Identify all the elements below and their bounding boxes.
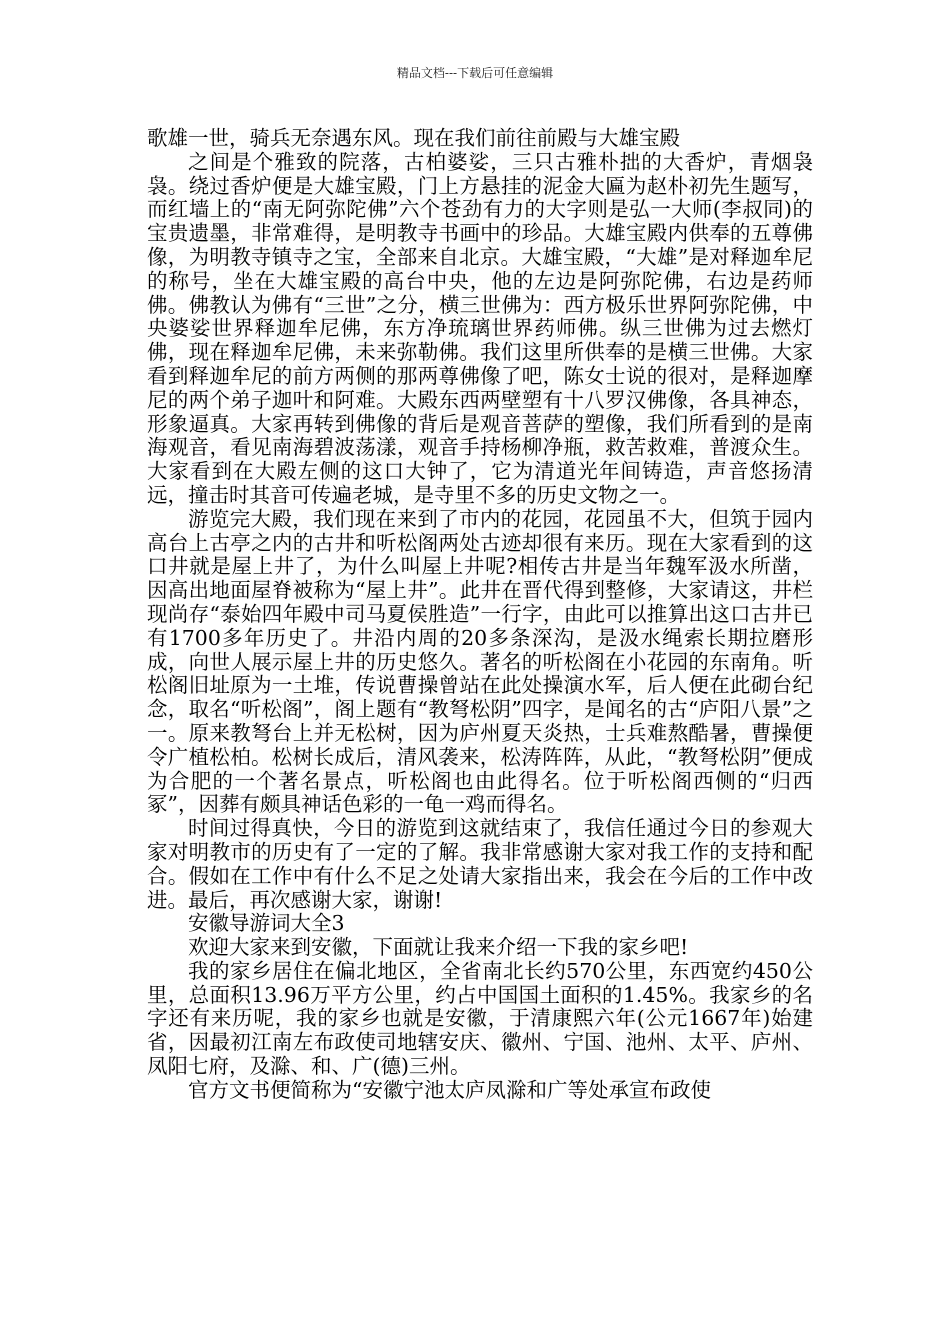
paragraph-3: 游览完大殿，我们现在来到了市内的花园，花园虽不大，但筑于园内高台上古亭之内的古井和听松阁两处古迹却很有来历。现在大家看到的这口井就是屋上井了，为什么叫屋上井呢?相传古井是当年魏军汲水所凿，因高出地面屋脊被称为“屋上井”。此井在晋代得到整修，大家请这，井栏现尚存“泰始四年殿中司马夏侯胜造”一行字，由此可以推算出这口古井已有1700多年历史了。井沿内周的20多条深沟，是汲水绳索长期拉磨形成，向世人展示屋上井的历史悠久。著名的听松阁在小花园的东南角。听松阁旧址原为一土堆，传说曹操曾站在此处操演水军，后人便在此砌台纪念，取名“听松阁”，阁上题有“教弩松阴”四字，是闻名的古“庐阳八景”之一。原来教弩台上并无松树，因为庐州夏天炎热，士兵难熬酷暑，曹操便令广植松柏。松树长成后，清风袭来，松涛阵阵，从此，“教弩松阴”便成为合肥的一个著名景点，听松阁也由此得名。位于听松阁西侧的“归西冢”，因葬有颇具神话色彩的一龟一鸡而得名。 — [147, 506, 813, 817]
section-heading: 安徽导游词大全3 — [188, 911, 345, 936]
paragraph-5: 欢迎大家来到安徽，下面就让我来介绍一下我的家乡吧! — [188, 935, 689, 960]
paragraph-4: 时间过得真快，今日的游览到这就结束了，我信任通过今日的参观大家对明教市的历史有了一定的了解。我非常感谢大家对我工作的支持和配合。假如在工作中有什么不足之处请大家指出来，我会在今后的工作中改进。最后，再次感谢大家，谢谢! — [147, 816, 813, 912]
document-body — [147, 127, 813, 1103]
paragraph-7: 官方文书便简称为“安徽宁池太庐凤滁和广等处承宣布政使 — [188, 1077, 711, 1102]
paragraph-6: 我的家乡居住在偏北地区，全省南北长约570公里，东西宽约450公里，总面积13.96万平方公里，约占中国国土面积的1.45%。我家乡的名字还有来历呢，我的家乡也就是安徽，于清康熙六年(公元1667年)始建省，因最初江南左布政使司地辖安庆、徽州、宁国、池州、太平、庐州、凤阳七府，及滁、和、广(德)三州。 — [147, 958, 813, 1079]
page-header: 精品文档---下载后可任意编辑 — [396, 66, 554, 80]
paragraph-2: 之间是个雅致的院落，古柏婆娑，三只古雅朴拙的大香炉，青烟袅袅。绕过香炉便是大雄宝殿，门上方悬挂的泥金大匾为赵朴初先生题写，而红墙上的“南无阿弥陀佛”六个苍劲有力的大字则是弘一大师(李叔同)的宝贵遗墨，非常难得，是明教寺书画中的珍品。大雄宝殿内供奉的五尊佛像，为明教寺镇寺之宝，全部来自北京。大雄宝殿，“大雄”是对释迦牟尼的称号，坐在大雄宝殿的高台中央，他的左边是阿弥陀佛，右边是药师佛。佛教认为佛有“三世”之分，横三世佛为：西方极乐世界阿弥陀佛，中央婆娑世界释迦牟尼佛，东方净琉璃世界药师佛。纵三世佛为过去燃灯佛，现在释迦牟尼佛，未来弥勒佛。我们这里所供奉的是横三世佛。大家看到释迦牟尼的前方两侧的那两尊佛像了吧，陈女士说的很对，是释迦摩尼的两个弟子迦叶和阿难。大殿东西两壁塑有十八罗汉佛像，各具神态，形象逼真。大家再转到佛像的背后是观音菩萨的塑像，我们所看到的是南海观音，看见南海碧波荡漾，观音手持杨柳净瓶，救苦救难，普渡众生。大家看到在大殿左侧的这口大钟了，它为清道光年间铸造，声音悠扬清远，撞击时其音可传遍老城，是寺里不多的历史文物之一。 — [147, 149, 813, 507]
paragraph-1: 歌雄一世，骑兵无奈遇东风。现在我们前往前殿与大雄宝殿 — [147, 126, 680, 150]
